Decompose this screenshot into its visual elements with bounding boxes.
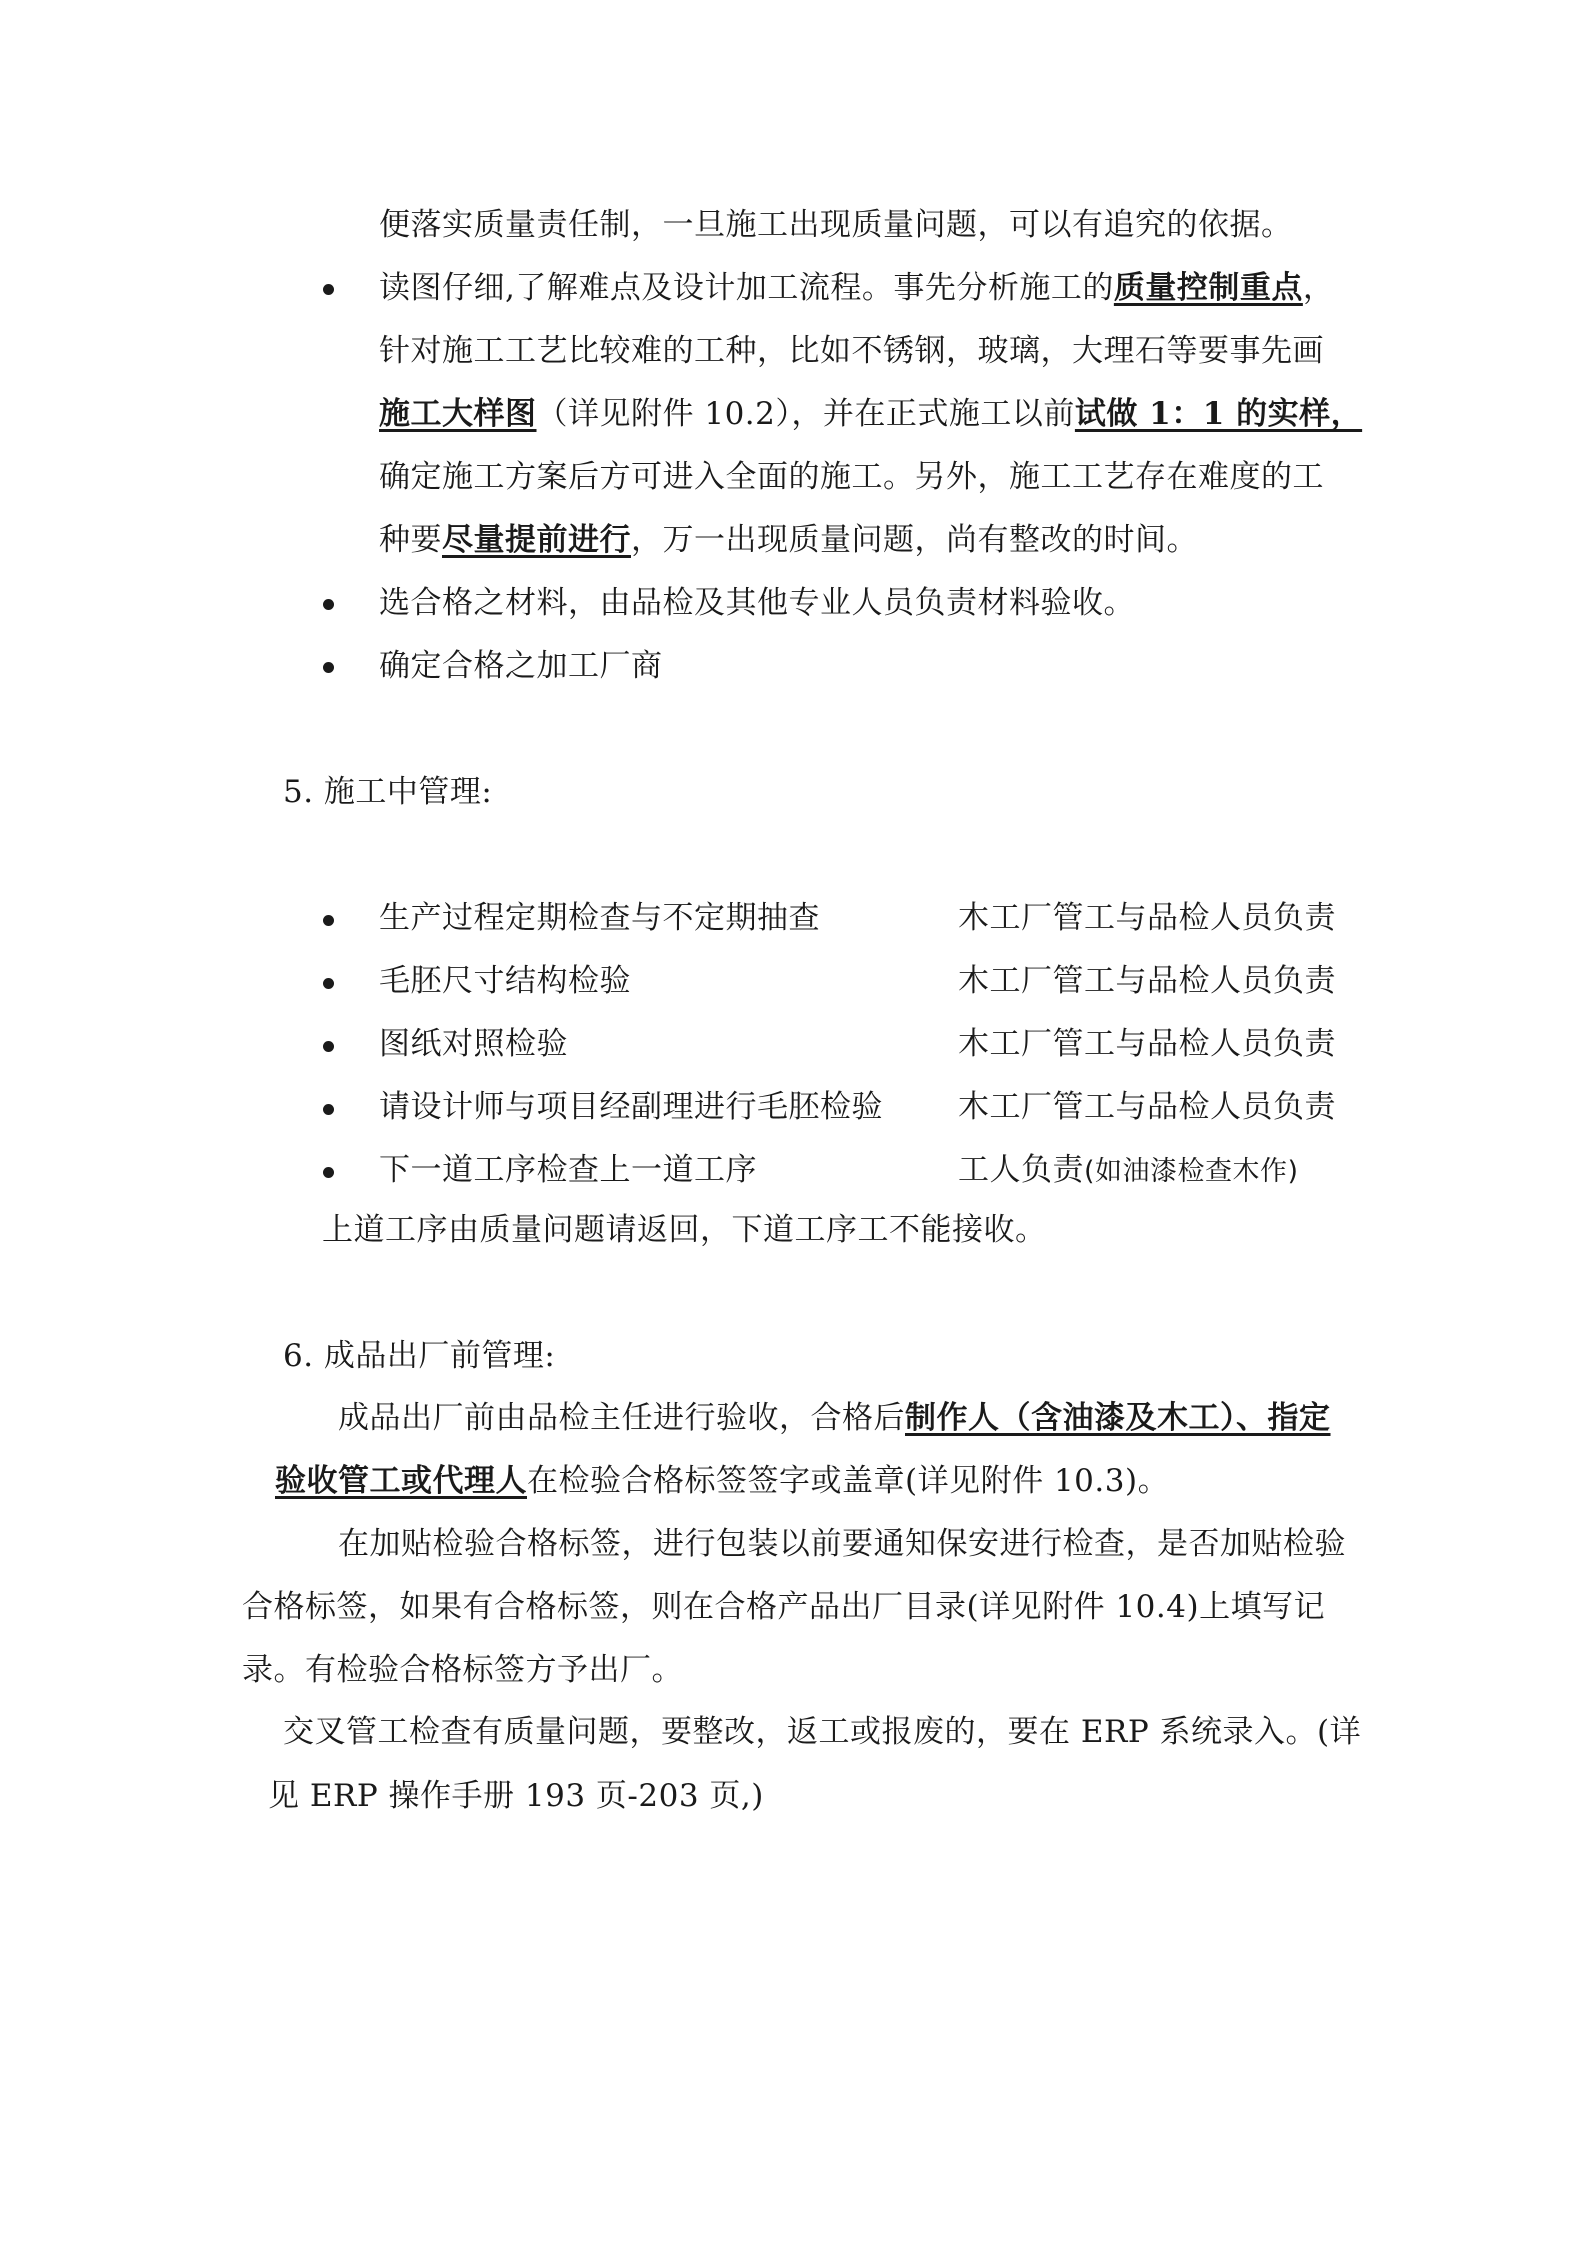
section-5-heading: 5. 施工中管理: [283,774,493,810]
section-6-heading: 6. 成品出厂前管理: [283,1338,556,1374]
bullet-dot [323,662,334,673]
section-5-note: 上道工序由质量问题请返回，下道工序工不能接收。 [322,1212,1047,1248]
s5-owner: 工人负责(如油漆检查木作) [958,1152,1299,1188]
s5-item: 下一道工序检查上一道工序 [379,1152,757,1188]
section-6-p1-line-2: 验收管工或代理人在检验合格标签签字或盖章(详见附件 10.3)。 [275,1463,1170,1499]
emphasis-advance: 尽量提前进行 [442,522,631,558]
bullet-3: 确定合格之加工厂商 [379,648,663,684]
emphasis-inspector: 验收管工或代理人 [275,1463,527,1499]
bullet-dot [323,1167,334,1178]
section-6-p3-line-1: 交叉管工检查有质量问题，要整改，返工或报废的，要在 ERP 系统录入。(详 [283,1714,1362,1750]
bullet-1-line-3: 施工大样图（详见附件 10.2），并在正式施工以前试做 1：1 的实样， [379,396,1363,432]
bullet-1-line-5: 种要尽量提前进行，万一出现质量问题，尚有整改的时间。 [379,522,1198,558]
emphasis-detail-drawing: 施工大样图 [379,396,537,432]
bullet-dot [323,284,334,295]
section-6-p2-line-3: 录。有检验合格标签方予出厂。 [242,1652,683,1688]
emphasis-sample: 试做 1：1 的实样， [1074,396,1363,432]
bullet-dot [323,1104,334,1115]
bullet-1-line-2: 针对施工工艺比较难的工种，比如不锈钢，玻璃，大理石等要事先画 [379,333,1324,369]
bullet-dot [323,978,334,989]
para-continuation: 便落实质量责任制，一旦施工出现质量问题，可以有追究的依据。 [379,207,1293,243]
section-6-p3-line-2: 见 ERP 操作手册 193 页-203 页,) [268,1778,764,1814]
bullet-dot [323,915,334,926]
bullet-dot [323,599,334,610]
s5-item: 生产过程定期检查与不定期抽查 [379,900,820,936]
bullet-1-line-1: 读图仔细,了解难点及设计加工流程。事先分析施工的质量控制重点， [379,270,1335,306]
s5-item: 图纸对照检验 [379,1026,568,1062]
bullet-1-line-4: 确定施工方案后方可进入全面的施工。另外，施工工艺存在难度的工 [379,459,1324,495]
s5-owner: 木工厂管工与品检人员负责 [958,1026,1336,1062]
s5-item: 毛胚尺寸结构检验 [379,963,631,999]
section-6-p2-line-2: 合格标签，如果有合格标签，则在合格产品出厂目录(详见附件 10.4)上填写记 [242,1589,1326,1625]
s5-item: 请设计师与项目经副理进行毛胚检验 [379,1089,883,1125]
s5-owner: 木工厂管工与品检人员负责 [958,1089,1336,1125]
section-6-p1-line-1: 成品出厂前由品检主任进行验收，合格后制作人（含油漆及木工）、指定 [338,1400,1331,1436]
s5-owner: 木工厂管工与品检人员负责 [958,900,1336,936]
emphasis-maker: 制作人（含油漆及木工）、指定 [905,1400,1331,1436]
bullet-dot [323,1041,334,1052]
section-6-p2-line-1: 在加贴检验合格标签，进行包装以前要通知保安进行检查，是否加贴检验 [338,1526,1346,1562]
emphasis-quality-control: 质量控制重点 [1113,270,1303,306]
s5-owner: 木工厂管工与品检人员负责 [958,963,1336,999]
bullet-2: 选合格之材料，由品检及其他专业人员负责材料验收。 [379,585,1135,621]
